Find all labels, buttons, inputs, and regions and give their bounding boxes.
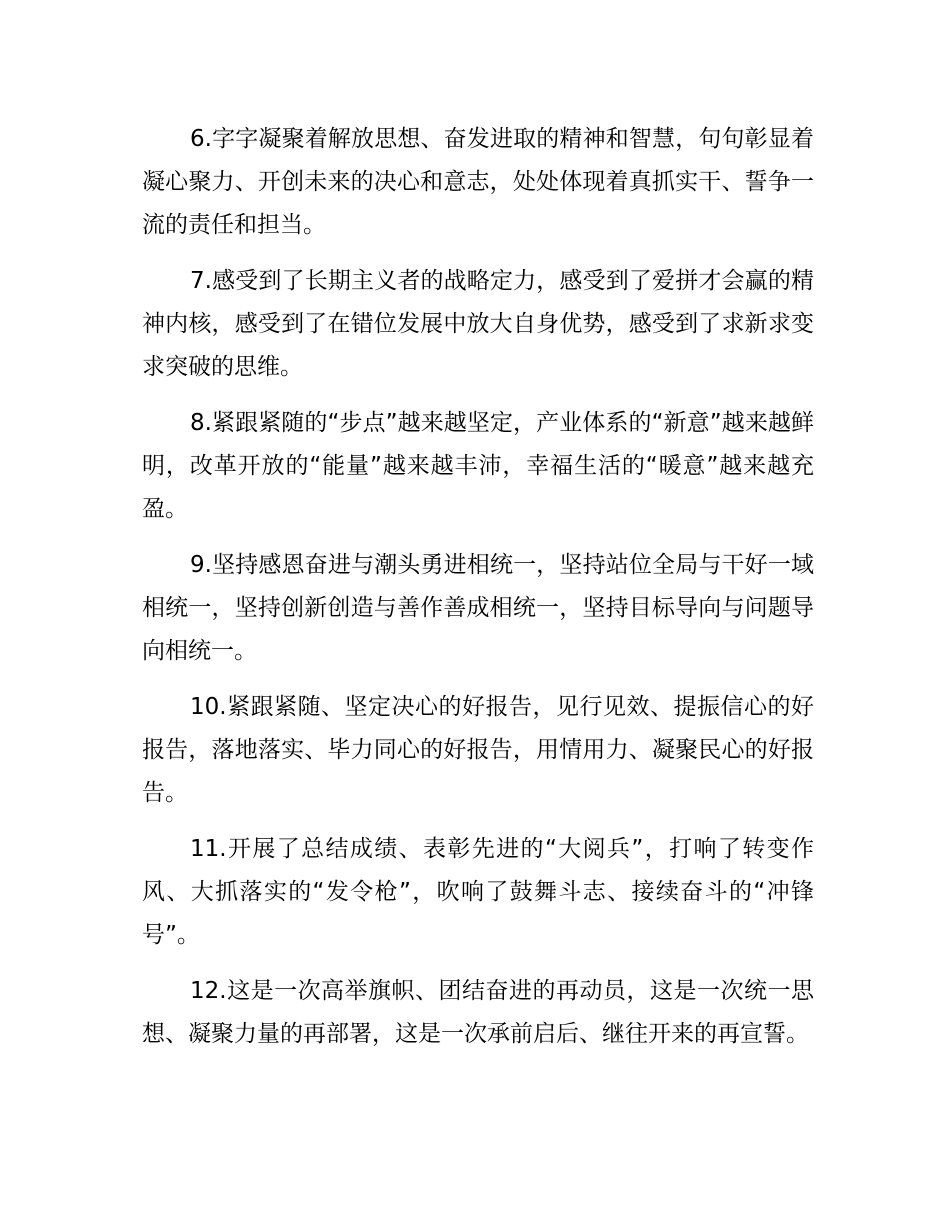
paragraph-12: 12.这是一次高举旗帜、团结奋进的再动员，这是一次统一思想、凝聚力量的再部署，这是一次承前启后、继往开来的再宣誓。 [142, 978, 814, 1047]
paragraph-6: 6.字字凝聚着解放思想、奋发进取的精神和智慧，句句彰显着凝心聚力、开创未来的决心和意志，处处体现着真抓实干、誓争一流的责任和担当。 [142, 126, 814, 238]
paragraph-11: 11.开展了总结成绩、表彰先进的“大阅兵”，打响了转变作风、大抓落实的“发令枪”，吹响了鼓舞斗志、接续奋斗的“冲锋号”。 [142, 836, 814, 948]
paragraph-10: 10.紧跟紧随、坚定决心的好报告，见行见效、提振信心的好报告，落地落实、毕力同心的好报告，用情用力、凝聚民心的好报告。 [142, 694, 814, 806]
paragraph-7: 7.感受到了长期主义者的战略定力，感受到了爱拼才会赢的精神内核，感受到了在错位发展中放大自身优势，感受到了求新求变求突破的思维。 [142, 268, 814, 380]
document-body [142, 118, 814, 1069]
paragraph-9: 9.坚持感恩奋进与潮头勇进相统一，坚持站位全局与干好一域相统一，坚持创新创造与善作善成相统一，坚持目标导向与问题导向相统一。 [142, 552, 814, 664]
paragraph-8: 8.紧跟紧随的“步点”越来越坚定，产业体系的“新意”越来越鲜明，改革开放的“能量”越来越丰沛，幸福生活的“暖意”越来越充盈。 [142, 410, 814, 522]
